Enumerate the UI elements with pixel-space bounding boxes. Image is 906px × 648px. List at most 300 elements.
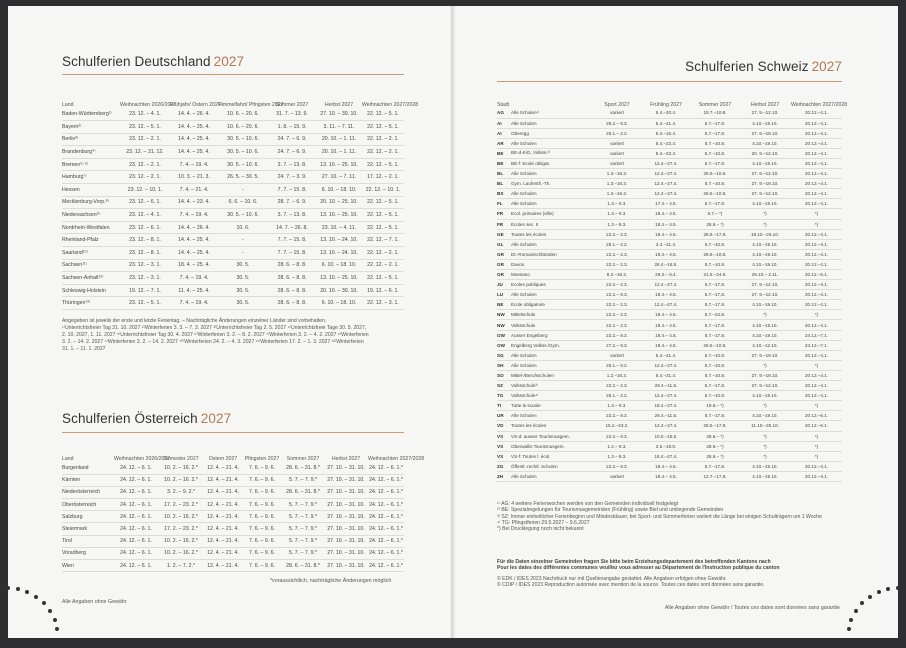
de-cell: 7. 4. – 19. 4.: [170, 158, 218, 171]
at-cell: 27. 10. – 31. 10.: [324, 499, 368, 511]
ch-cell: 24.12.–7.1.: [791, 340, 842, 350]
at-cell: Vorarlberg: [62, 547, 114, 559]
switzerland-notes: [497, 501, 842, 532]
de-cell: 10. 3. – 21. 3.: [170, 171, 218, 184]
ch-cell: 22.2.– 9.3.: [593, 330, 641, 340]
table-row: [497, 360, 842, 370]
switzerland-contact-note: [497, 559, 842, 572]
table-row: [497, 320, 842, 330]
ch-cell: 4.10.–19.10.: [739, 199, 791, 209]
ch-cell: 28.6.–10.8.: [691, 169, 739, 179]
ch-cell: 4.10.–19.10.: [739, 411, 791, 421]
ch-cell: variiert: [593, 148, 641, 158]
ch-cell: 5.7.– *): [691, 209, 739, 219]
at-cell: 27. 10. – 31. 10.: [324, 547, 368, 559]
ch-cell: JU: [497, 280, 511, 290]
de-cell: 27. 10. – 7. 11.: [316, 171, 362, 184]
ch-cell: AG: [497, 108, 511, 118]
austria-table: [62, 440, 425, 572]
ch-cell: 4.10.–19.10.: [739, 330, 791, 340]
left-page: [8, 6, 451, 638]
germany-notes: [62, 318, 404, 353]
de-cell: 13. 10. – 25. 10.: [316, 209, 362, 222]
ch-cell: VS: [497, 451, 511, 461]
germany-header-row: [62, 86, 404, 108]
at-cell: 10. 2. – 16. 2.*: [158, 535, 204, 547]
ch-cell: 12.4.–27.4.: [641, 179, 691, 189]
ch-cell: 28.6.–10.8.: [691, 340, 739, 350]
table-row: [497, 381, 842, 391]
de-cell: Bremen⁵⁾ ⁶⁾: [62, 158, 120, 171]
ch-cell: 5.7.–10.8.: [691, 370, 739, 380]
de-header-6: Weihnachten 2027/2028: [362, 101, 419, 108]
de-cell: 30. 5.: [218, 272, 268, 285]
ch-cell: 27. 9.–19.10.: [739, 179, 791, 189]
ch-cell: 20. 9.–12.10.: [739, 148, 791, 158]
at-cell: 5. 7. – 7. 9.*: [282, 523, 324, 535]
ch-cell: 5.4.–23.4.: [641, 148, 691, 158]
de-cell: Brandenburg⁴⁾: [62, 146, 120, 159]
at-cell: 12. 4. – 21. 4.: [204, 560, 242, 572]
ch-cell: 20.12.–4.1.: [791, 290, 842, 300]
note-line: © EDK / IDES 2023 Nachdruck nur mit Quellenangabe gestattet. Alle Angaben erfolgen ohne Gewähr.: [497, 576, 727, 582]
ch-cell: 12.4.–27.4.: [641, 300, 691, 310]
ch-cell: 22.2.– 2.3.: [593, 229, 641, 239]
de-cell: 28. 6. – 8. 8.: [268, 297, 316, 310]
ch-cell: 18.4.– 4.5.: [641, 330, 691, 340]
ch-cell: 26.4.–11.5.: [641, 381, 691, 391]
ch-cell: 4.10.–19.10.: [739, 138, 791, 148]
ch-cell: *): [791, 310, 842, 320]
ch-cell: 5.4.–21.4.: [641, 118, 691, 128]
table-row: [497, 340, 842, 350]
de-header-0: Land: [62, 101, 74, 108]
switzerland-title: Schulferien Schweiz 2027: [685, 59, 842, 74]
ch-cell: 22.2.– 2.3.: [593, 280, 641, 290]
ch-cell: 20.12.–4.1.: [791, 381, 842, 391]
at-cell: Niederösterreich: [62, 486, 114, 498]
at-cell: 24. 12. – 6. 1.*: [368, 486, 404, 498]
ch-cell: 20.12.–4.1.: [791, 280, 842, 290]
switzerland-copyright: [497, 576, 842, 589]
ch-cell: 1.3.–16.3.: [593, 189, 641, 199]
ch-cell: VS-f: Toutes l. écol.: [511, 451, 593, 461]
note-line: © CDIP / IDES 2023 Reproduction autorisée avec mention de la source. Toutes ces dates sont données sans garantie.: [497, 582, 765, 589]
table-row: [62, 171, 404, 184]
de-cell: Hessen: [62, 184, 120, 197]
ch-cell: 5.7.–10.8.: [691, 148, 739, 158]
ch-cell: BE-f: Ecole obligat.: [511, 158, 593, 168]
de-cell: Niedersachsen⁹⁾: [62, 209, 120, 222]
table-row: [497, 300, 842, 310]
decor-dot: [16, 587, 20, 591]
ch-cell: 5.4.–20.4.: [641, 108, 691, 118]
decor-dot: [886, 587, 890, 591]
at-cell: Oberösterreich: [62, 499, 114, 511]
ch-cell: 12.4.–27.4.: [641, 169, 691, 179]
ch-cell: 4.10.–12.10.: [739, 340, 791, 350]
de-cell: 3. 11. – 7. 11.: [316, 121, 362, 134]
ch-cell: Tutte le scuole: [511, 401, 593, 411]
ch-cell: 4.10.–19.10.: [739, 118, 791, 128]
ch-cell: Volksschule⁴⁾: [511, 391, 593, 401]
de-cell: 7. 4. – 19. 4.: [170, 297, 218, 310]
at-cell: 24. 12. – 6. 1.: [114, 462, 158, 474]
ch-cell: 4.10.–19.10.: [739, 239, 791, 249]
ch-cell: 5.7.–17.8.: [691, 330, 739, 340]
table-row: [62, 184, 404, 197]
ch-cell: 5.4.–21.4.: [641, 370, 691, 380]
at-cell: 24. 12. – 6. 1.*: [368, 511, 404, 523]
ch-cell: Toutes les écoles: [511, 229, 593, 239]
table-row: [497, 169, 842, 179]
ch-cell: 28.6.–10.8.: [691, 189, 739, 199]
ch-cell: TG: [497, 391, 511, 401]
decor-dot: [896, 586, 900, 590]
ch-cell: 1.2.–16.2.: [593, 370, 641, 380]
ch-cell: 1.3.–16.3.: [593, 179, 641, 189]
de-cell: Saarland¹⁰⁾: [62, 247, 120, 260]
table-row: [497, 199, 842, 209]
ch-cell: 18.4.– 4.5.: [641, 219, 691, 229]
table-row: [62, 259, 404, 272]
at-cell: 28. 6. – 31. 8.*: [282, 462, 324, 474]
de-cell: 23. 12. – 2. 1.: [120, 133, 170, 146]
at-cell: 10. 2. – 16. 2.*: [158, 474, 204, 486]
de-cell: 30. 5. – 10. 6.: [218, 209, 268, 222]
de-cell: 28. 7. – 6. 9.: [268, 196, 316, 209]
ch-cell: *): [739, 401, 791, 411]
ch-cell: Ecoles publiques: [511, 280, 593, 290]
de-cell: 7. 7. – 15. 8.: [268, 234, 316, 247]
ch-cell: ZG: [497, 461, 511, 471]
de-cell: 22. 12. – 7. 1.: [362, 234, 404, 247]
ch-cell: 18.4.– 4.5.: [641, 229, 691, 239]
ch-cell: 26.4.–11.5.: [641, 411, 691, 421]
table-row: [497, 118, 842, 128]
de-cell: 23. 12. – 2. 1.: [120, 171, 170, 184]
ch-cell: Mittel-/Berufsschulen: [511, 370, 593, 380]
ch-cell: Ausser Engelberg: [511, 330, 593, 340]
ch-cell: 25.1.– 2.2.: [593, 239, 641, 249]
de-cell: 7. 7. – 15. 8.: [268, 247, 316, 260]
at-cell: Tirol: [62, 535, 114, 547]
de-cell: 30. 5.: [218, 284, 268, 297]
ch-cell: 18.4.– 4.5.: [641, 471, 691, 481]
ch-cell: 27. 9.–12.10.: [739, 290, 791, 300]
de-cell: 22. 12. – 5. 1.: [362, 108, 404, 121]
de-cell: 24. 7. – 6. 9.: [268, 146, 316, 159]
table-row: [62, 234, 404, 247]
austria-title-rule: [62, 432, 404, 433]
ch-cell: *): [739, 310, 791, 320]
note-line: 3. 2. – 14. 2. 2027 ⁹⁾Winterferien 3. 2. – 14. 2. 2027 ¹⁰⁾Winterferien 24. 2. – 4. 3. 2027 ¹¹⁾Winterferien 17. 2. – 1. 3. 2027 ¹²⁾Winterferien: [62, 338, 364, 345]
ch-cell: 28.6.– *): [691, 431, 739, 441]
decor-dot: [854, 609, 858, 613]
ch-cell: Gym. Laufenth.-Th.: [511, 179, 593, 189]
table-row: [497, 441, 842, 451]
ch-cell: 5.4.–16.4.: [641, 128, 691, 138]
ch-cell: 4.10.–19.10.: [739, 320, 791, 330]
table-row: [62, 486, 404, 498]
de-cell: 14. 7. – 26. 8.: [268, 221, 316, 234]
decor-dot: [860, 601, 864, 605]
ch-cell: 20.12.–4.1.: [791, 300, 842, 310]
at-cell: Steiermark: [62, 523, 114, 535]
at-cell: 24. 12. – 6. 1.: [114, 499, 158, 511]
ch-cell: 20.12.–4.1.: [791, 118, 842, 128]
de-cell: 7. 7. – 15. 8.: [268, 184, 316, 197]
ch-cell: 5.7.–17.8.: [691, 300, 739, 310]
ch-cell: 5.7.–10.8.: [691, 350, 739, 360]
ch-cell: 22.2.– 9.3.: [593, 290, 641, 300]
ch-cell: 28.6.–17.8.: [691, 421, 739, 431]
table-row: [62, 523, 404, 535]
decor-dot: [847, 627, 851, 631]
table-row: [62, 511, 404, 523]
ch-cell: 8.2.–16.2.: [593, 270, 641, 280]
at-cell: 27. 10. – 31. 10.: [324, 535, 368, 547]
ch-cell: 28.6.–10.8.: [691, 249, 739, 259]
ch-cell: 20.12.–4.1.: [791, 108, 842, 118]
ch-cell: 19.7.–10.8.: [691, 108, 739, 118]
de-header-3: Himmelfahrt/ Pfingsten 2027: [218, 101, 284, 108]
table-row: [497, 270, 842, 280]
at-cell: Salzburg: [62, 511, 114, 523]
ch-cell: Moesano: [511, 270, 593, 280]
ch-header-6: Weihnachten 2027/2028: [791, 101, 848, 108]
ch-cell: 20.12.–6.1.: [791, 421, 842, 431]
ch-cell: variiert: [593, 138, 641, 148]
ch-cell: 20.12.–4.1.: [791, 391, 842, 401]
ch-cell: GR: [497, 270, 511, 280]
ch-cell: 27. 9.–12.10.: [739, 381, 791, 391]
ch-cell: 27. 9.–19.10.: [739, 128, 791, 138]
de-cell: 23. 12. – 2. 1.: [120, 158, 170, 171]
ch-header-4: Sommer 2027: [698, 101, 732, 108]
ch-cell: 1.3.– 9.3.: [593, 199, 641, 209]
at-cell: 27. 10. – 31. 10.: [324, 523, 368, 535]
ch-cell: 21.6.–24.8.: [691, 270, 739, 280]
ch-cell: 20.12.–4.1.: [791, 148, 842, 158]
table-row: [497, 108, 842, 118]
table-row: [62, 221, 404, 234]
ch-cell: 24.12.–7.1.: [791, 330, 842, 340]
note-line: ⁴⁾ TG: Pfingstferien 29.5.2027 – 9.6.2027: [497, 519, 590, 526]
ch-cell: 20.12.–4.1.: [791, 158, 842, 168]
ch-cell: variiert: [593, 108, 641, 118]
de-cell: 14. 4. – 26. 4.: [170, 221, 218, 234]
de-cell: 6. 10. – 18. 10.: [316, 184, 362, 197]
ch-cell: 17.4.– 4.5.: [641, 199, 691, 209]
table-row: [497, 189, 842, 199]
ch-cell: Engelberg Volkss./Gym.: [511, 340, 593, 350]
de-cell: 28. 6. – 8. 8.: [268, 272, 316, 285]
table-row: [62, 121, 404, 134]
de-cell: 23. 12. – 3. 1.: [120, 272, 170, 285]
switzerland-table: [497, 86, 848, 482]
ch-cell: 18.4.– 4.5.: [641, 461, 691, 471]
at-cell: 28. 6. – 31. 8.*: [282, 560, 324, 572]
ch-cell: 4.10.–19.10.: [739, 471, 791, 481]
de-cell: 23. 12. – 4. 1.: [120, 108, 170, 121]
table-row: [497, 179, 842, 189]
de-cell: 22. 12. – 2. 1.: [362, 133, 404, 146]
ch-cell: 18.4.– 4.5.: [641, 320, 691, 330]
at-cell: 27. 10. – 31. 10.: [324, 462, 368, 474]
table-row: [62, 209, 404, 222]
de-cell: 10. 6. – 20. 6.: [218, 121, 268, 134]
ch-cell: 27. 9.–12.10.: [739, 189, 791, 199]
ch-cell: *): [739, 209, 791, 219]
ch-cell: 20.12.–4.1.: [791, 239, 842, 249]
table-row: [497, 209, 842, 219]
note-line: 2. 10. 2027, 1. 11. 2027 ⁵⁾Unterrichtsfreier Tag 30. 4. 2027 ⁶⁾Winterferien 3. 2. – 8. 2. 2027 ⁷⁾Winterferien 3. 2. – 4. 2. 2027 ⁸⁾Winterferien: [62, 331, 369, 338]
ch-cell: Dt.-Romanischbünden: [511, 249, 593, 259]
at-cell: 27. 10. – 31. 10.: [324, 486, 368, 498]
switzerland-header-row: [497, 86, 842, 108]
table-row: [62, 272, 404, 285]
ch-cell: 20.12.–5.1.: [791, 270, 842, 280]
table-row: [62, 474, 404, 486]
ch-cell: 20.12.–4.1.: [791, 169, 842, 179]
at-cell: 24. 12. – 6. 1.: [114, 535, 158, 547]
at-cell: 12. 4. – 21. 4.: [204, 547, 242, 559]
de-cell: 23. 10. – 4. 11.: [316, 221, 362, 234]
at-cell: 24. 12. – 6. 1.: [114, 474, 158, 486]
decor-dot: [53, 618, 57, 622]
de-cell: 14. 4. – 25. 4.: [170, 234, 218, 247]
ch-cell: *): [791, 209, 842, 219]
at-cell: 24. 12. – 6. 1.*: [368, 535, 404, 547]
at-cell: 24. 12. – 6. 1.*: [368, 547, 404, 559]
ch-cell: 28.6.– *): [691, 451, 739, 461]
ch-cell: 3.4.–21.4.: [641, 239, 691, 249]
ch-cell: 1.3.– 9.3.: [593, 209, 641, 219]
ch-cell: Alle Schulen¹⁾: [511, 108, 593, 118]
table-row: [497, 239, 842, 249]
austria-title: Schulferien Österreich 2027: [62, 411, 232, 426]
table-row: [497, 259, 842, 269]
table-row: [497, 471, 842, 481]
at-cell: 7. 6. – 9. 6.: [242, 474, 282, 486]
ch-header-5: Herbst 2027: [750, 101, 780, 108]
de-cell: 23. 12. – 4. 1.: [120, 209, 170, 222]
table-row: [62, 146, 404, 159]
ch-cell: 20.12.–4.1.: [791, 199, 842, 209]
ch-cell: 1.3.– 9.3.: [593, 451, 641, 461]
de-cell: Sachsen¹¹⁾: [62, 259, 120, 272]
table-row: [62, 462, 404, 474]
note-line: Pour les dates des différentes communes veuillez vous adresser au Département de l'Instruction publique du canton: [497, 565, 780, 572]
at-cell: 5. 7. – 7. 9.*: [282, 535, 324, 547]
at-cell: 24. 12. – 6. 1.: [114, 486, 158, 498]
decor-dot: [34, 595, 38, 599]
ch-header-0: Stadt: [497, 101, 510, 108]
ch-cell: 12.4.–27.4.: [641, 189, 691, 199]
ch-cell: 22.2.– 2.3.: [593, 310, 641, 320]
at-cell: 5. 7. – 7. 9.*: [282, 474, 324, 486]
de-cell: 20. 10. – 1. 11.: [316, 133, 362, 146]
table-row: [497, 219, 842, 229]
ch-cell: *): [739, 451, 791, 461]
ch-cell: AI: [497, 128, 511, 138]
ch-cell: 19.6.– *): [691, 401, 739, 411]
germany-title-rule: [62, 74, 404, 75]
de-cell: 1. 8. – 15. 9.: [268, 121, 316, 134]
de-cell: 22. 12. – 2. 1.: [362, 146, 404, 159]
at-header-0: Land: [62, 455, 74, 462]
ch-cell: 28.6.–17.8.: [691, 229, 739, 239]
de-cell: 23. 12. – 5. 1.: [120, 297, 170, 310]
ch-cell: 12.7.–17.8.: [691, 471, 739, 481]
ch-cell: NW: [497, 320, 511, 330]
ch-cell: 4.10.–19.10.: [739, 461, 791, 471]
de-cell: 23. 12. – 10. 1.: [120, 184, 170, 197]
ch-cell: Alle Schulen: [511, 350, 593, 360]
de-cell: 7. 4. – 19. 4.: [170, 209, 218, 222]
ch-header-1: [511, 86, 593, 108]
de-cell: Rheinland-Pfalz: [62, 234, 120, 247]
ch-cell: BL: [497, 169, 511, 179]
ch-cell: 20.12.–4.1.: [791, 259, 842, 269]
de-cell: 24. 7. – 3. 9.: [268, 171, 316, 184]
table-row: [62, 560, 404, 572]
ch-cell: Oberwallis Tourismusgem.: [511, 441, 593, 451]
ch-cell: NW: [497, 310, 511, 320]
de-cell: 20. 10. – 1. 11.: [316, 146, 362, 159]
table-row: [62, 196, 404, 209]
de-cell: 22. 12. – 2. 1.: [362, 259, 404, 272]
ch-cell: variiert: [593, 471, 641, 481]
at-cell: 3. 2. – 9. 2.*: [158, 486, 204, 498]
ch-cell: 29.10.– 2.11.: [739, 270, 791, 280]
ch-cell: 18.4.– 4.5.: [641, 290, 691, 300]
ch-cell: 27.2.– 9.3.: [593, 340, 641, 350]
ch-cell: 5.7.–17.8.: [691, 199, 739, 209]
table-row: [497, 229, 842, 239]
at-header-7: Weihnachten 2027/2028: [368, 455, 425, 462]
note-line: ³⁾ SZ: Immer einheitlicher Ferienbeginn und Mindestdauer, bei Sport- und Sommerferien variiert die Länge bei einigen Schulträgern um 1 Woche: [497, 513, 822, 520]
ch-cell: 1.2.– 9.3.: [593, 441, 641, 451]
at-cell: Burgenland: [62, 462, 114, 474]
ch-cell: GR: [497, 259, 511, 269]
at-header-3: Ostern 2027: [208, 455, 238, 462]
switzerland-title-rule: [497, 81, 842, 82]
ch-cell: 12.4.–27.4.: [641, 280, 691, 290]
ch-cell: Davos: [511, 259, 593, 269]
ch-cell: 5.7.–17.8.: [691, 411, 739, 421]
ch-cell: Alle Schulen: [511, 411, 593, 421]
de-cell: 19. 12. – 6. 1.: [362, 284, 404, 297]
ch-cell: 28.6.– *): [691, 441, 739, 451]
ch-cell: 5.7.–17.8.: [691, 118, 739, 128]
ch-cell: SH: [497, 360, 511, 370]
ch-cell: GR: [497, 249, 511, 259]
ch-cell: 20.12.–4.1.: [791, 249, 842, 259]
de-cell: 14. 4. – 25. 4.: [170, 133, 218, 146]
note-line: Für die Daten einzelner Gemeinden fragen Sie bitte beim Erziehungsdepartement des betreffenden Kantons nach: [497, 559, 771, 565]
ch-cell: AR: [497, 138, 511, 148]
at-cell: 7. 6. – 9. 6.: [242, 547, 282, 559]
de-cell: 20. 10. – 30. 10.: [316, 284, 362, 297]
at-cell: 7. 6. – 9. 6.: [242, 511, 282, 523]
decor-dot: [877, 590, 881, 594]
austria-header-row: [62, 440, 404, 462]
ch-cell: 26.4.–18.5.: [641, 259, 691, 269]
at-cell: 12. 4. – 21. 4.: [204, 486, 242, 498]
table-row: [62, 297, 404, 310]
